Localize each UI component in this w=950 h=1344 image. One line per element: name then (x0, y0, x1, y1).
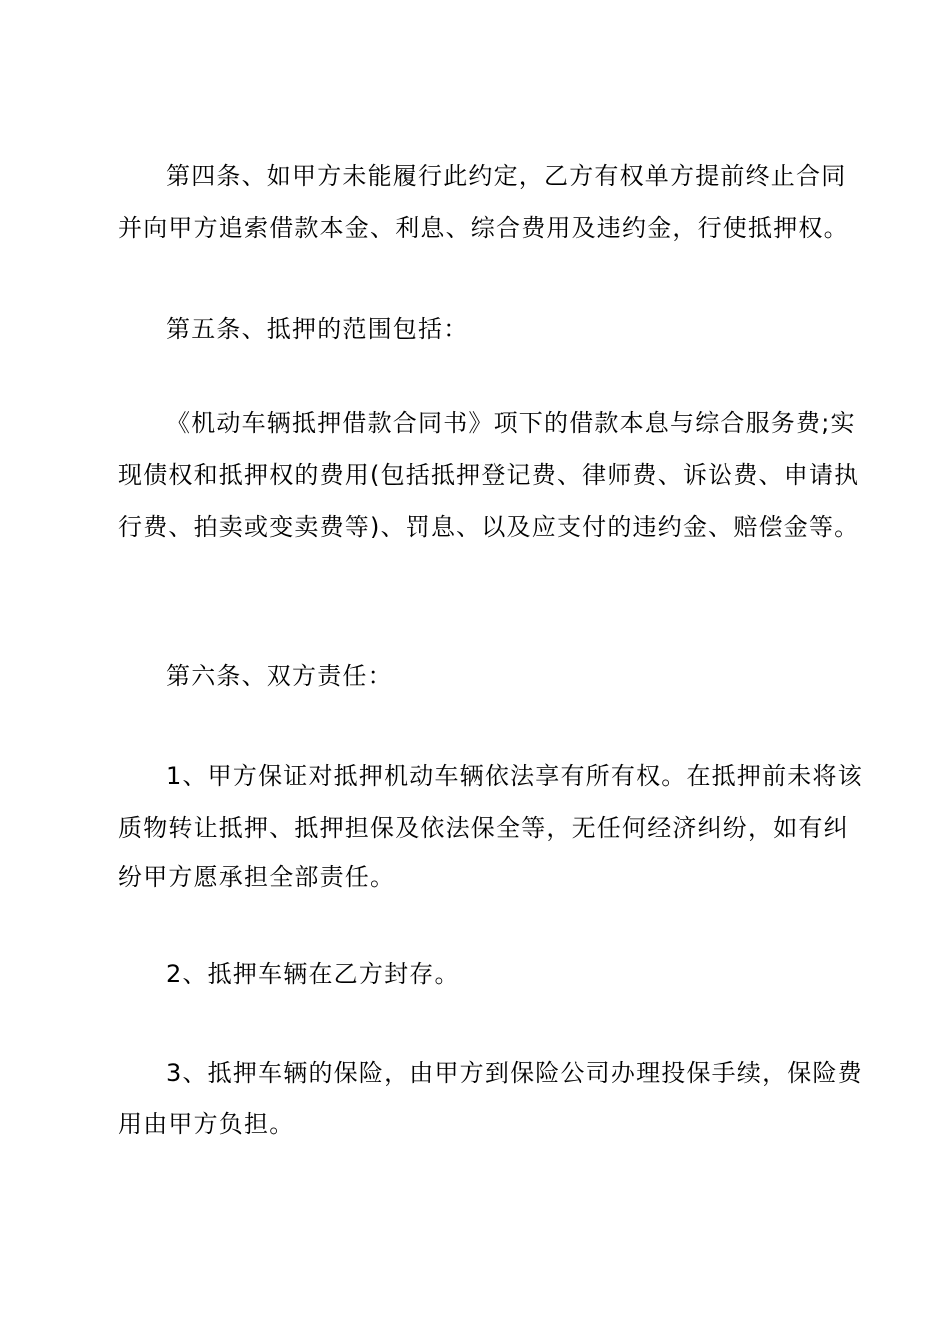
article6-item3-line1: 3、抵押车辆的保险，由甲方到保险公司办理投保手续，保险费 (166, 1059, 863, 1087)
article6-item2: 2、抵押车辆在乙方封存。 (166, 960, 460, 988)
article5-heading: 第五条、抵押的范围包括： (166, 315, 469, 343)
article5-body-line1: 《机动车辆抵押借款合同书》项下的借款本息与综合服务费;实 (166, 409, 856, 437)
article5-body-line2: 现债权和抵押权的费用(包括抵押登记费、律师费、诉讼费、申请执 (118, 461, 860, 489)
article4-line1: 第四条、如甲方未能履行此约定，乙方有权单方提前终止合同 (166, 162, 847, 190)
article4-line2: 并向甲方追索借款本金、利息、综合费用及违约金，行使抵押权。 (118, 214, 849, 242)
article6-item1-line3: 纷甲方愿承担全部责任。 (118, 863, 396, 891)
article6-item1-line2: 质物转让抵押、抵押担保及依法保全等，无任何经济纠纷，如有纠 (118, 814, 849, 842)
article5-body-line3: 行费、拍卖或变卖费等)、罚息、以及应支付的违约金、赔偿金等。 (118, 513, 860, 541)
article6-item3-line2: 用由甲方负担。 (118, 1110, 295, 1138)
article6-item1-line1: 1、甲方保证对抵押机动车辆依法享有所有权。在抵押前未将该 (166, 762, 863, 790)
article6-heading: 第六条、双方责任： (166, 662, 393, 690)
